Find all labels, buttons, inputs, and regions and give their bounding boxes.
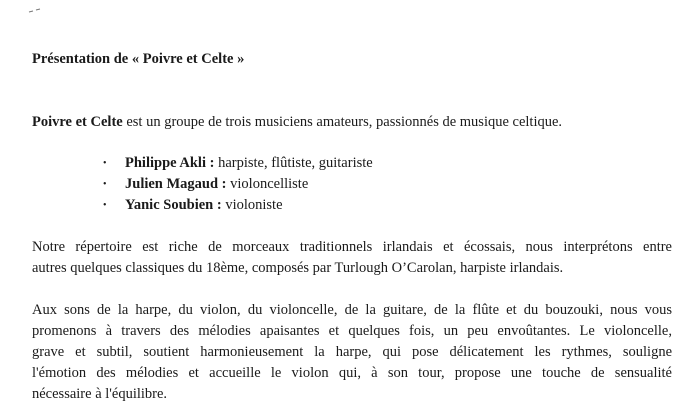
member-list [103, 153, 373, 216]
member-role: harpiste, flûtiste, guitariste [214, 155, 373, 171]
intro-sentence [32, 114, 562, 131]
list-item [103, 195, 373, 216]
scan-speck-mark [28, 8, 42, 14]
paragraph-line: l'émotion des mélodies et accueille le violon qui, à son tour, propose une touche de sensualité [32, 365, 672, 381]
member-name: Philippe Akli : [125, 155, 215, 171]
intro-text: est un groupe de trois musiciens amateurs, passionnés de musique celtique. [122, 114, 563, 130]
band-name: Poivre et Celte [32, 114, 123, 130]
member-name: Yanic Soubien : [125, 197, 222, 213]
sound-description-paragraph [32, 300, 672, 405]
member-role: violoncelliste [226, 176, 309, 192]
bullet-icon: • [103, 158, 107, 169]
paragraph-line: grave et subtil, soutient harmonieusement la harpe, qui pose délicatement les rythmes, souligne [32, 344, 672, 360]
bullet-icon: • [103, 179, 107, 190]
paragraph-line: autres quelques classiques du 18ème, composés par Turlough O’Carolan, harpiste irlandais. [32, 260, 564, 276]
paragraph-line: Notre répertoire est riche de morceaux traditionnels irlandais et écossais, nous interprétons entre [32, 239, 672, 255]
page-title: Présentation de « Poivre et Celte » [32, 51, 245, 67]
member-name: Julien Magaud : [125, 176, 227, 192]
list-item [103, 174, 373, 195]
paragraph-line: Aux sons de la harpe, du violon, du violoncelle, de la guitare, de la flûte et du bouzouki, nous vous [32, 302, 672, 318]
paragraph-line: nécessaire à l'équilibre. [32, 386, 168, 402]
list-item [103, 153, 373, 174]
repertoire-paragraph [32, 237, 672, 279]
paragraph-line: promenons à travers des mélodies apaisantes et quelques fois, un peu envoûtantes. Le violoncelle, [32, 323, 672, 339]
bullet-icon: • [103, 200, 107, 211]
member-role: violoniste [221, 197, 283, 213]
